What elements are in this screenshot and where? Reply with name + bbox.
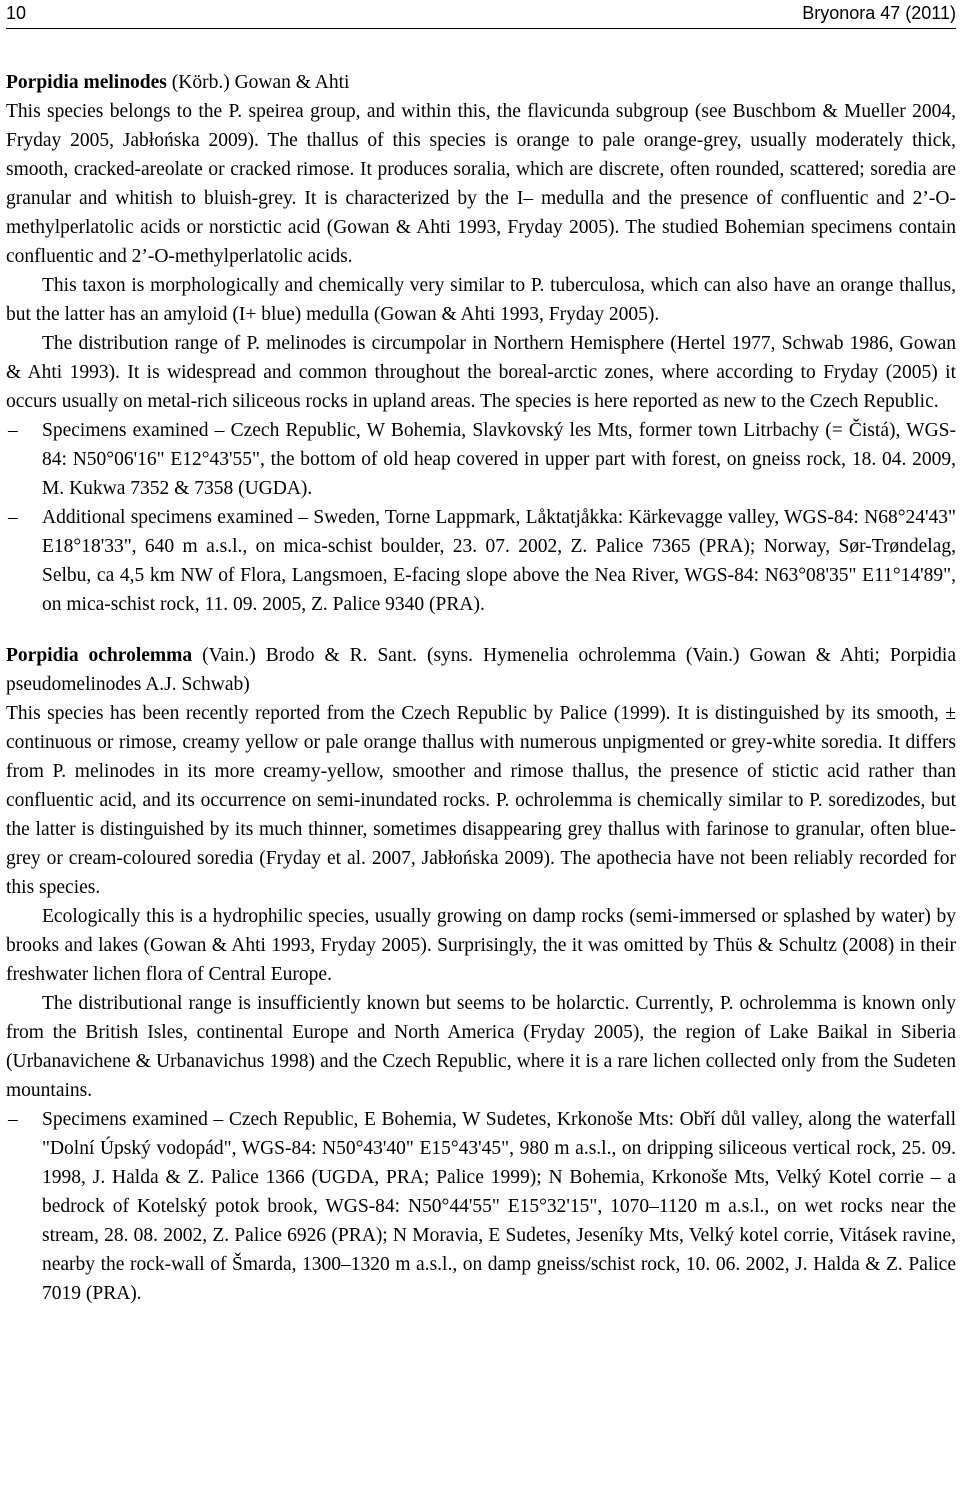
page-body (6, 68, 956, 1308)
paragraph: The distributional range is insufficiently known but seems to be holarctic. Currently, P. ochrolemma is known only from the British Isles, continental Europe and North America (Fryday 2005), the region of Lake Baikal in Siberia (Urbanavichene & Urbanavichus 1998) and the Czech Republic, where it is a rare lichen collected only from the Sudeten mountains. (6, 993, 956, 1101)
species-heading-melinodes (6, 68, 956, 97)
species-name: Porpidia ochrolemma (6, 645, 193, 666)
paragraph: Ecologically this is a hydrophilic species, usually growing on damp rocks (semi-immersed or splashed by water) by brooks and lakes (Gowan & Ahti 1993, Fryday 2005). Surprisingly, the it was omitted by Thüs & Schultz (2008) in their freshwater lichen flora of Central Europe. (6, 906, 956, 985)
specimens-text: Additional specimens examined – Sweden, Torne Lappmark, Låktatjåkka: Kärkevagge valley, WGS-84: N68°24'43" E18°18'33", 640 m a.s.l., on mica-schist boulder, 23. 07. 2002, Z. Palice 7365 (PRA); Norway, Sør-Trøndelag, Selbu, ca 4,5 km NW of Flora, Langsmoen, E-facing slope above the Nea River, WGS-84: N63°08'35" E11°14'89", on mica-schist rock, 11. 09. 2005, Z. Palice 9340 (PRA). (42, 507, 956, 615)
paragraph: This species has been recently reported from the Czech Republic by Palice (1999). It is distinguished by its smooth, ± continuous or rimose, creamy yellow or pale orange thallus with numerous unpigmented or grey-white soredia. It differs from P. melinodes in its more creamy-yellow, smoother and rimose thallus, the presence of stictic acid rather than confluentic acid, and its occurrence on semi-inundated rocks. P. ochrolemma is chemically similar to P. soredizodes, but the latter is distinguished by its much thinner, sometimes disappearing grey thallus with farinose to granular, often blue-grey or cream-coloured soredia (Fryday et al. 2007, Jabłońska 2009). The apothecia have not been reliably recorded for this species. (6, 703, 956, 898)
species-authority: (Körb.) Gowan & Ahti (171, 72, 350, 93)
section-gap (6, 619, 956, 641)
dash-bullet: – (8, 1109, 18, 1130)
species-name: Porpidia melinodes (6, 72, 167, 93)
dash-bullet: – (8, 420, 18, 441)
specimens-list-item (6, 503, 956, 619)
specimens-text: Specimens examined – Czech Republic, W Bohemia, Slavkovský les Mts, former town Litrbachy (= Čistá), WGS-84: N50°06'16" E12°43'55", the bottom of old heap covered in upper part with forest, on gneiss rock, 18. 04. 2009, M. Kukwa 7352 & 7358 (UGDA). (42, 420, 956, 499)
journal-citation: Bryonora 47 (2011) (802, 3, 956, 23)
running-header (6, 0, 956, 26)
species-heading-ochrolemma (6, 641, 956, 699)
dash-bullet: – (8, 507, 18, 528)
species-authority: (Vain.) Brodo & R. Sant. (syns. Hymenelia ochrolemma (Vain.) Gowan & Ahti; Porpidia pseudomelinodes A.J. Schwab) (6, 645, 956, 695)
specimens-text: Specimens examined – Czech Republic, E Bohemia, W Sudetes, Krkonoše Mts: Obří důl valley, along the waterfall "Dolní Úpský vodopád", WGS-84: N50°43'40" E15°43'45", 980 m a.s.l., on dripping siliceous vertical rock, 25. 09. 1998, J. Halda & Z. Palice 1366 (UGDA, PRA; Palice 1999); N Bohemia, Krkonoše Mts, Velký Kotel corrie – a bedrock of Kotelský potok brook, WGS-84: N50°44'55" E15°32'15", 1070–1120 m a.s.l., on wet rocks near the stream, 28. 08. 2002, Z. Palice 6926 (PRA); N Moravia, E Sudetes, Jeseníky Mts, Velký kotel corrie, Vitásek ravine, nearby the rock-wall of Šmarda, 1300–1320 m a.s.l., on damp gneiss/schist rock, 10. 06. 2002, J. Halda & Z. Palice 7019 (PRA). (42, 1109, 956, 1304)
paragraph: This species belongs to the P. speirea group, and within this, the flavicunda subgroup (see Buschbom & Mueller 2004, Fryday 2005, Jabłońska 2009). The thallus of this species is orange to pale orange-grey, usually moderately thick, smooth, cracked-areolate or cracked rimose. It produces soralia, which are discrete, often rounded, scattered; soredia are granular and whitish to bluish-grey. It is characterized by the I– medulla and the presence of confluentic and 2’-O-methylperlatolic acids or norstictic acid (Gowan & Ahti 1993, Fryday 2005). The studied Bohemian specimens contain confluentic and 2’-O-methylperlatolic acids. (6, 101, 956, 267)
paragraph: The distribution range of P. melinodes is circumpolar in Northern Hemisphere (Hertel 1977, Schwab 1986, Gowan & Ahti 1993). It is widespread and common throughout the boreal-arctic zones, where according to Fryday (2005) it occurs usually on metal-rich siliceous rocks in upland areas. The species is here reported as new to the Czech Republic. (6, 333, 956, 412)
specimens-list-item (6, 416, 956, 503)
page-number: 10 (6, 3, 27, 23)
specimens-list-item (6, 1105, 956, 1308)
paragraph: This taxon is morphologically and chemically very similar to P. tuberculosa, which can also have an orange thallus, but the latter has an amyloid (I+ blue) medulla (Gowan & Ahti 1993, Fryday 2005). (6, 275, 956, 325)
header-rule (6, 28, 956, 29)
